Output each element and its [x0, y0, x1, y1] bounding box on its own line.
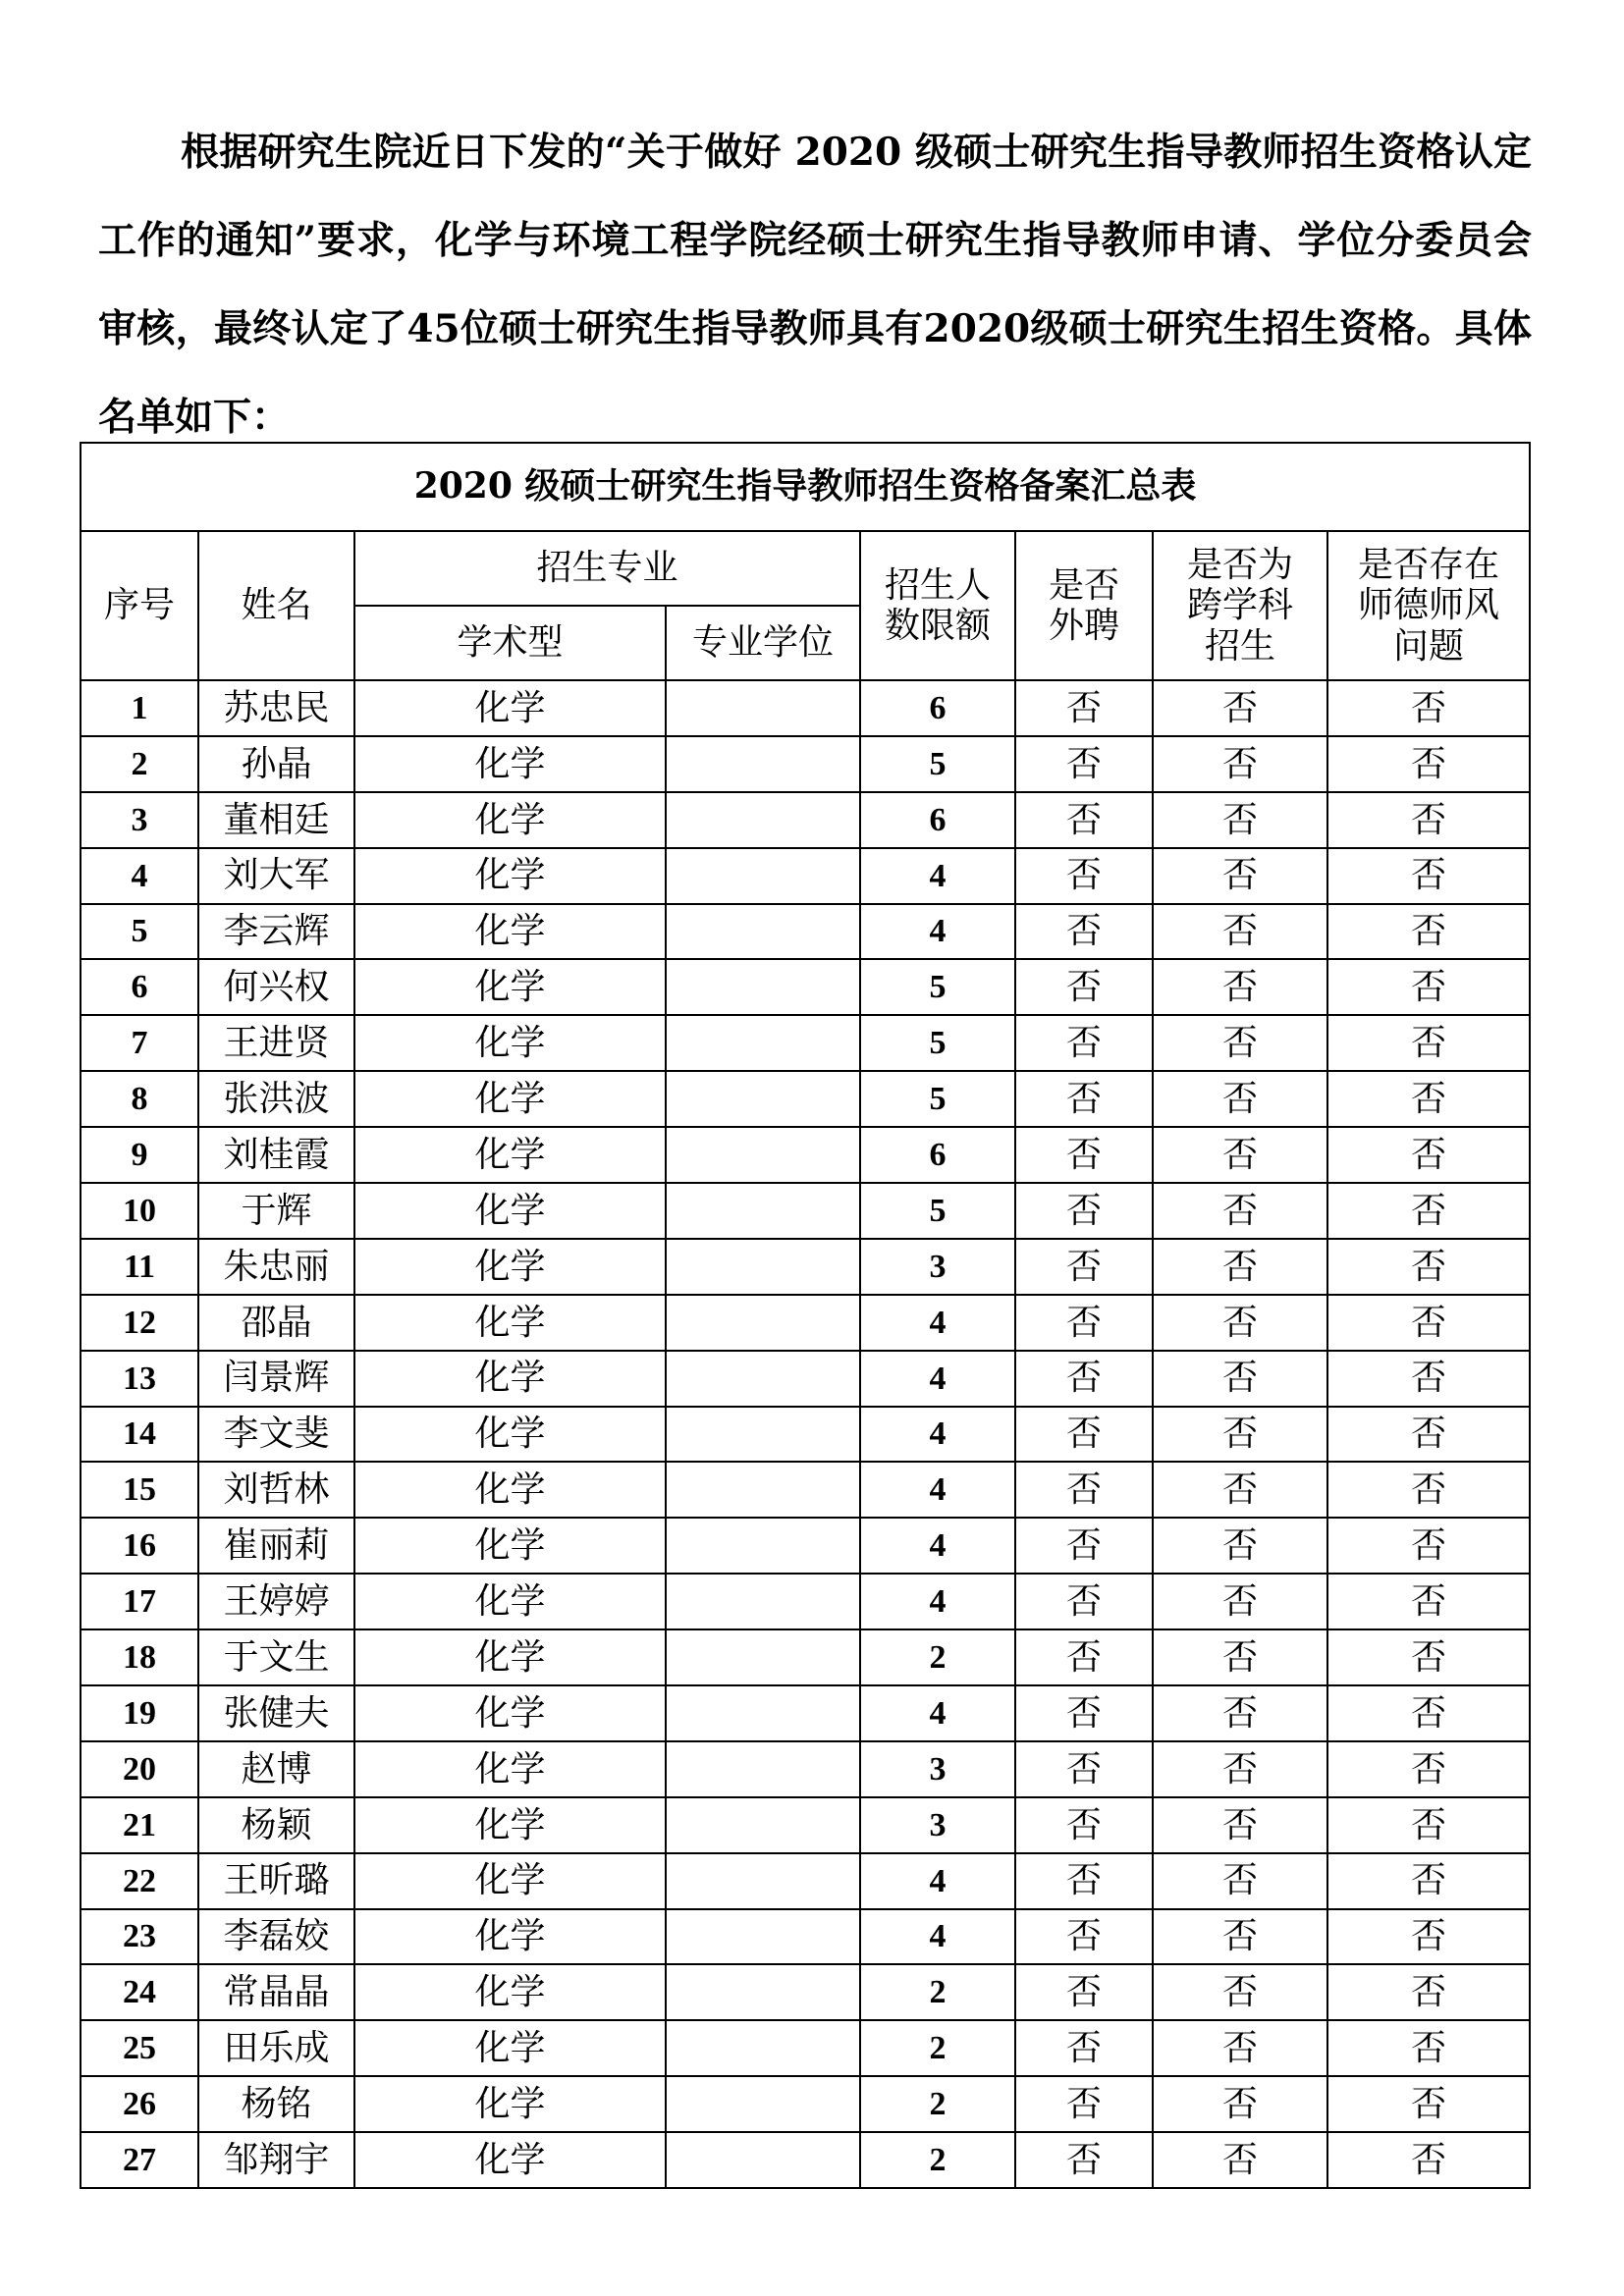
- cell-external: 否: [1015, 680, 1153, 736]
- cell-cross: 否: [1153, 680, 1327, 736]
- table-row: [81, 1183, 1530, 1239]
- cell-academic: 化学: [354, 1518, 666, 1574]
- cell-external: 否: [1015, 1853, 1153, 1909]
- table-row: [81, 1295, 1530, 1351]
- cell-external: 否: [1015, 1964, 1153, 2020]
- cell-professional: [666, 959, 860, 1015]
- table-row: [81, 1853, 1530, 1909]
- cell-professional: [666, 1797, 860, 1853]
- header-academic: 学术型: [354, 606, 666, 680]
- cell-cross: 否: [1153, 1518, 1327, 1574]
- cell-professional: [666, 1629, 860, 1685]
- cell-seq: 10: [81, 1183, 198, 1239]
- cell-external: 否: [1015, 1407, 1153, 1463]
- cell-professional: [666, 848, 860, 904]
- cell-quota: 4: [860, 1685, 1015, 1741]
- cell-name: 张健夫: [198, 1685, 354, 1741]
- cell-academic: 化学: [354, 736, 666, 792]
- cell-external: 否: [1015, 959, 1153, 1015]
- cell-seq: 26: [81, 2076, 198, 2132]
- cell-external: 否: [1015, 1909, 1153, 1965]
- cell-external: 否: [1015, 1797, 1153, 1853]
- cell-professional: [666, 1071, 860, 1127]
- cell-name: 刘哲林: [198, 1462, 354, 1518]
- cell-seq: 19: [81, 1685, 198, 1741]
- header-seq: 序号: [81, 531, 198, 680]
- cell-ethics: 否: [1327, 1127, 1530, 1183]
- cell-name: 朱忠丽: [198, 1239, 354, 1295]
- cell-professional: [666, 1462, 860, 1518]
- cell-name: 邵晶: [198, 1295, 354, 1351]
- cell-professional: [666, 1574, 860, 1629]
- table-row: [81, 1574, 1530, 1629]
- cell-ethics: 否: [1327, 736, 1530, 792]
- header-quota: 招生人数限额: [860, 531, 1015, 680]
- cell-seq: 25: [81, 2020, 198, 2076]
- cell-quota: 5: [860, 1183, 1015, 1239]
- cell-quota: 6: [860, 1127, 1015, 1183]
- cell-quota: 3: [860, 1797, 1015, 1853]
- cell-cross: 否: [1153, 2076, 1327, 2132]
- cell-quota: 5: [860, 736, 1015, 792]
- cell-professional: [666, 736, 860, 792]
- cell-external: 否: [1015, 1071, 1153, 1127]
- cell-quota: 4: [860, 1407, 1015, 1463]
- cell-cross: 否: [1153, 1741, 1327, 1797]
- cell-name: 刘桂霞: [198, 1127, 354, 1183]
- cell-ethics: 否: [1327, 1071, 1530, 1127]
- table-row: [81, 2076, 1530, 2132]
- cell-external: 否: [1015, 2020, 1153, 2076]
- table-row: [81, 1685, 1530, 1741]
- cell-academic: 化学: [354, 1685, 666, 1741]
- cell-external: 否: [1015, 792, 1153, 848]
- cell-seq: 22: [81, 1853, 198, 1909]
- cell-seq: 23: [81, 1909, 198, 1965]
- cell-professional: [666, 2020, 860, 2076]
- cell-seq: 12: [81, 1295, 198, 1351]
- cell-external: 否: [1015, 1462, 1153, 1518]
- cell-cross: 否: [1153, 1295, 1327, 1351]
- cell-academic: 化学: [354, 904, 666, 960]
- cell-external: 否: [1015, 1518, 1153, 1574]
- cell-ethics: 否: [1327, 1295, 1530, 1351]
- cell-academic: 化学: [354, 1015, 666, 1071]
- cell-professional: [666, 1853, 860, 1909]
- cell-name: 孙晶: [198, 736, 354, 792]
- cell-name: 李磊姣: [198, 1909, 354, 1965]
- cell-quota: 4: [860, 848, 1015, 904]
- cell-ethics: 否: [1327, 904, 1530, 960]
- cell-quota: 5: [860, 1071, 1015, 1127]
- cell-ethics: 否: [1327, 2076, 1530, 2132]
- cell-professional: [666, 1685, 860, 1741]
- cell-professional: [666, 1127, 860, 1183]
- cell-quota: 4: [860, 1295, 1015, 1351]
- cell-seq: 2: [81, 736, 198, 792]
- cell-name: 苏忠民: [198, 680, 354, 736]
- cell-professional: [666, 1964, 860, 2020]
- cell-academic: 化学: [354, 1741, 666, 1797]
- cell-seq: 21: [81, 1797, 198, 1853]
- table-row: [81, 959, 1530, 1015]
- table-title: 2020 级硕士研究生指导教师招生资格备案汇总表: [81, 443, 1530, 531]
- cell-seq: 27: [81, 2132, 198, 2188]
- intro-paragraph: 根据研究生院近日下发的“关于做好 2020 级硕士研究生指导教师招生资格认定工作的通知”要求，化学与环境工程学院经硕士研究生指导教师申请、学位分委员会审核，最终认定了45位硕士研究生指导教师具有2020级硕士研究生招生资格。具体名单如下：: [98, 130, 1532, 440]
- cell-professional: [666, 1295, 860, 1351]
- cell-professional: [666, 792, 860, 848]
- cell-external: 否: [1015, 1351, 1153, 1407]
- cell-professional: [666, 1351, 860, 1407]
- cell-professional: [666, 2132, 860, 2188]
- cell-ethics: 否: [1327, 2132, 1530, 2188]
- cell-cross: 否: [1153, 959, 1327, 1015]
- table-row: [81, 680, 1530, 736]
- table-body: [81, 680, 1530, 2188]
- advisor-table: [80, 442, 1531, 2189]
- cell-seq: 18: [81, 1629, 198, 1685]
- cell-external: 否: [1015, 1685, 1153, 1741]
- cell-ethics: 否: [1327, 1015, 1530, 1071]
- cell-quota: 3: [860, 1239, 1015, 1295]
- table-row: [81, 1909, 1530, 1965]
- cell-cross: 否: [1153, 1964, 1327, 2020]
- cell-external: 否: [1015, 2132, 1153, 2188]
- cell-quota: 4: [860, 1574, 1015, 1629]
- cell-external: 否: [1015, 904, 1153, 960]
- cell-ethics: 否: [1327, 1685, 1530, 1741]
- cell-academic: 化学: [354, 1853, 666, 1909]
- cell-academic: 化学: [354, 1629, 666, 1685]
- cell-quota: 6: [860, 680, 1015, 736]
- cell-quota: 6: [860, 792, 1015, 848]
- cell-name: 于文生: [198, 1629, 354, 1685]
- cell-ethics: 否: [1327, 1518, 1530, 1574]
- table-row: [81, 848, 1530, 904]
- cell-academic: 化学: [354, 1239, 666, 1295]
- cell-external: 否: [1015, 1574, 1153, 1629]
- cell-name: 崔丽莉: [198, 1518, 354, 1574]
- cell-seq: 5: [81, 904, 198, 960]
- cell-quota: 2: [860, 2132, 1015, 2188]
- cell-professional: [666, 1518, 860, 1574]
- cell-cross: 否: [1153, 1183, 1327, 1239]
- cell-cross: 否: [1153, 848, 1327, 904]
- cell-quota: 4: [860, 1351, 1015, 1407]
- table-row: [81, 1629, 1530, 1685]
- cell-quota: 5: [860, 1015, 1015, 1071]
- cell-cross: 否: [1153, 1574, 1327, 1629]
- cell-academic: 化学: [354, 1351, 666, 1407]
- cell-external: 否: [1015, 848, 1153, 904]
- cell-cross: 否: [1153, 1685, 1327, 1741]
- cell-external: 否: [1015, 1239, 1153, 1295]
- table-row: [81, 736, 1530, 792]
- table-row: [81, 1071, 1530, 1127]
- table-row: [81, 1239, 1530, 1295]
- cell-academic: 化学: [354, 680, 666, 736]
- cell-ethics: 否: [1327, 792, 1530, 848]
- cell-ethics: 否: [1327, 1797, 1530, 1853]
- cell-external: 否: [1015, 1295, 1153, 1351]
- cell-external: 否: [1015, 1741, 1153, 1797]
- cell-academic: 化学: [354, 959, 666, 1015]
- cell-external: 否: [1015, 736, 1153, 792]
- table-row: [81, 1015, 1530, 1071]
- cell-name: 李文斐: [198, 1407, 354, 1463]
- cell-name: 李云辉: [198, 904, 354, 960]
- cell-academic: 化学: [354, 2020, 666, 2076]
- cell-ethics: 否: [1327, 680, 1530, 736]
- cell-quota: 2: [860, 1964, 1015, 2020]
- cell-seq: 4: [81, 848, 198, 904]
- cell-seq: 16: [81, 1518, 198, 1574]
- cell-professional: [666, 1741, 860, 1797]
- cell-ethics: 否: [1327, 1183, 1530, 1239]
- cell-professional: [666, 1239, 860, 1295]
- header-ethics: 是否存在师德师风问题: [1327, 531, 1530, 680]
- cell-professional: [666, 2076, 860, 2132]
- cell-professional: [666, 1909, 860, 1965]
- cell-ethics: 否: [1327, 2020, 1530, 2076]
- header-name: 姓名: [198, 531, 354, 680]
- cell-ethics: 否: [1327, 1964, 1530, 2020]
- cell-external: 否: [1015, 1015, 1153, 1071]
- cell-academic: 化学: [354, 2076, 666, 2132]
- cell-quota: 4: [860, 1462, 1015, 1518]
- cell-professional: [666, 680, 860, 736]
- cell-name: 王昕璐: [198, 1853, 354, 1909]
- header-cross: 是否为跨学科招生: [1153, 531, 1327, 680]
- cell-ethics: 否: [1327, 959, 1530, 1015]
- cell-quota: 4: [860, 1518, 1015, 1574]
- cell-academic: 化学: [354, 1071, 666, 1127]
- cell-ethics: 否: [1327, 1351, 1530, 1407]
- cell-cross: 否: [1153, 1071, 1327, 1127]
- cell-seq: 1: [81, 680, 198, 736]
- cell-cross: 否: [1153, 1853, 1327, 1909]
- cell-seq: 6: [81, 959, 198, 1015]
- cell-name: 邹翔宇: [198, 2132, 354, 2188]
- header-external: 是否外聘: [1015, 531, 1153, 680]
- cell-name: 董相廷: [198, 792, 354, 848]
- cell-quota: 2: [860, 1629, 1015, 1685]
- cell-academic: 化学: [354, 1462, 666, 1518]
- cell-external: 否: [1015, 1127, 1153, 1183]
- cell-name: 田乐成: [198, 2020, 354, 2076]
- table-row: [81, 792, 1530, 848]
- cell-academic: 化学: [354, 2132, 666, 2188]
- table-row: [81, 1964, 1530, 2020]
- cell-name: 王进贤: [198, 1015, 354, 1071]
- cell-cross: 否: [1153, 736, 1327, 792]
- cell-quota: 4: [860, 904, 1015, 960]
- cell-name: 杨铭: [198, 2076, 354, 2132]
- cell-cross: 否: [1153, 1239, 1327, 1295]
- cell-ethics: 否: [1327, 1239, 1530, 1295]
- cell-academic: 化学: [354, 1964, 666, 2020]
- cell-ethics: 否: [1327, 1909, 1530, 1965]
- cell-name: 赵博: [198, 1741, 354, 1797]
- cell-ethics: 否: [1327, 1629, 1530, 1685]
- cell-name: 王婷婷: [198, 1574, 354, 1629]
- cell-professional: [666, 904, 860, 960]
- cell-seq: 24: [81, 1964, 198, 2020]
- table-row: [81, 2132, 1530, 2188]
- cell-seq: 13: [81, 1351, 198, 1407]
- table-row: [81, 1518, 1530, 1574]
- cell-quota: 4: [860, 1853, 1015, 1909]
- cell-name: 于辉: [198, 1183, 354, 1239]
- cell-academic: 化学: [354, 1295, 666, 1351]
- table-row: [81, 1351, 1530, 1407]
- cell-ethics: 否: [1327, 1407, 1530, 1463]
- cell-cross: 否: [1153, 1909, 1327, 1965]
- cell-seq: 17: [81, 1574, 198, 1629]
- cell-ethics: 否: [1327, 848, 1530, 904]
- cell-cross: 否: [1153, 1797, 1327, 1853]
- cell-seq: 20: [81, 1741, 198, 1797]
- cell-cross: 否: [1153, 1407, 1327, 1463]
- cell-cross: 否: [1153, 2132, 1327, 2188]
- table-row: [81, 1462, 1530, 1518]
- cell-quota: 4: [860, 1909, 1015, 1965]
- cell-cross: 否: [1153, 1351, 1327, 1407]
- cell-academic: 化学: [354, 1407, 666, 1463]
- cell-cross: 否: [1153, 1462, 1327, 1518]
- cell-academic: 化学: [354, 1909, 666, 1965]
- cell-ethics: 否: [1327, 1853, 1530, 1909]
- cell-name: 杨颖: [198, 1797, 354, 1853]
- cell-seq: 7: [81, 1015, 198, 1071]
- table-row: [81, 1797, 1530, 1853]
- table-row: [81, 2020, 1530, 2076]
- cell-quota: 3: [860, 1741, 1015, 1797]
- cell-external: 否: [1015, 1183, 1153, 1239]
- cell-academic: 化学: [354, 1574, 666, 1629]
- cell-cross: 否: [1153, 904, 1327, 960]
- cell-seq: 3: [81, 792, 198, 848]
- cell-academic: 化学: [354, 1183, 666, 1239]
- cell-academic: 化学: [354, 792, 666, 848]
- cell-cross: 否: [1153, 1127, 1327, 1183]
- cell-seq: 8: [81, 1071, 198, 1127]
- cell-name: 何兴权: [198, 959, 354, 1015]
- cell-name: 闫景辉: [198, 1351, 354, 1407]
- cell-professional: [666, 1183, 860, 1239]
- cell-cross: 否: [1153, 1629, 1327, 1685]
- cell-name: 刘大军: [198, 848, 354, 904]
- cell-quota: 2: [860, 2076, 1015, 2132]
- table-row: [81, 1407, 1530, 1463]
- cell-name: 常晶晶: [198, 1964, 354, 2020]
- cell-academic: 化学: [354, 1127, 666, 1183]
- cell-academic: 化学: [354, 1797, 666, 1853]
- cell-quota: 2: [860, 2020, 1015, 2076]
- cell-seq: 15: [81, 1462, 198, 1518]
- cell-name: 张洪波: [198, 1071, 354, 1127]
- cell-seq: 14: [81, 1407, 198, 1463]
- cell-professional: [666, 1015, 860, 1071]
- cell-ethics: 否: [1327, 1741, 1530, 1797]
- cell-external: 否: [1015, 1629, 1153, 1685]
- header-major: 招生专业: [354, 531, 860, 606]
- table-row: [81, 1127, 1530, 1183]
- cell-professional: [666, 1407, 860, 1463]
- table-row: [81, 1741, 1530, 1797]
- cell-cross: 否: [1153, 2020, 1327, 2076]
- cell-seq: 9: [81, 1127, 198, 1183]
- cell-ethics: 否: [1327, 1462, 1530, 1518]
- cell-ethics: 否: [1327, 1574, 1530, 1629]
- cell-seq: 11: [81, 1239, 198, 1295]
- cell-academic: 化学: [354, 848, 666, 904]
- header-professional: 专业学位: [666, 606, 860, 680]
- cell-cross: 否: [1153, 792, 1327, 848]
- table-row: [81, 904, 1530, 960]
- cell-cross: 否: [1153, 1015, 1327, 1071]
- cell-quota: 5: [860, 959, 1015, 1015]
- cell-external: 否: [1015, 2076, 1153, 2132]
